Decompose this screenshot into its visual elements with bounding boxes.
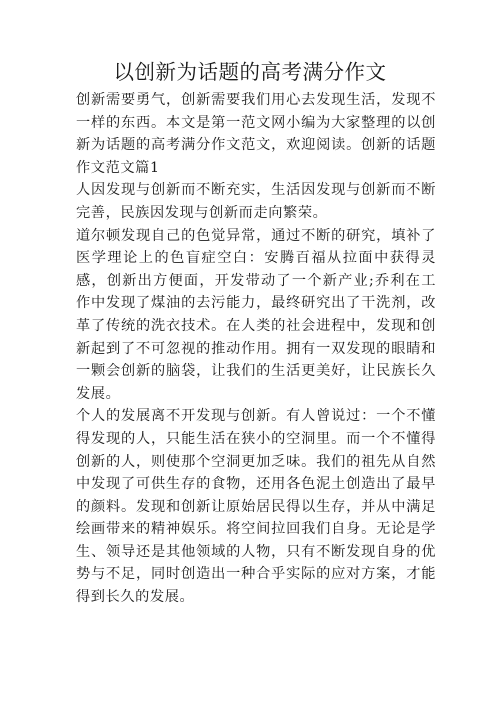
page-title: 以创新为话题的高考满分作文 bbox=[113, 60, 387, 84]
paragraph-personal-development: 个人的发展离不开发现与创新。有人曾说过：一个不懂得发现的人，只能生活在狭小的空洞里。而一个不懂得创新的人，则使那个空洞更加乏味。我们的祖先从自然中发现了可供生存的食物，还用各色泥土创造出了最早的颜料。发现和创新让原始居民得以生存，并从中满足绘画带来的精神娱乐。将空间拉回我们自身。无论是学生、领导还是其他领域的人物，只有不断发现自身的优势与不足，同时创造出一种合乎实际的应对方案，才能得到长久的发展。 bbox=[76, 408, 436, 606]
paragraph-examples: 道尔顿发现自己的色觉异常，通过不断的研究，填补了医学理论上的色盲症空白：安腾百福从拉面中获得灵感，创新出方便面，开发带动了一个新产业;乔利在工作中发现了煤油的去污能力，最终研究出了干洗剂，改革了传统的洗衣技术。在人类的社会进程中，发现和创新起到了不可忽视的推动作用。拥有一双发现的眼睛和一颗会创新的脑袋，让我们的生活更美好，让民族长久发展。 bbox=[76, 227, 436, 402]
article-body bbox=[76, 89, 436, 609]
paragraph-thesis: 人因发现与创新而不断充实，生活因发现与创新而不断完善，民族因发现与创新而走向繁荣。 bbox=[76, 182, 436, 221]
paragraph-intro: 创新需要勇气，创新需要我们用心去发现生活，发现不一样的东西。本文是第一范文网小编为大家整理的以创新为话题的高考满分作文范文，欢迎阅读。创新的话题作文范文篇1 bbox=[76, 92, 436, 176]
